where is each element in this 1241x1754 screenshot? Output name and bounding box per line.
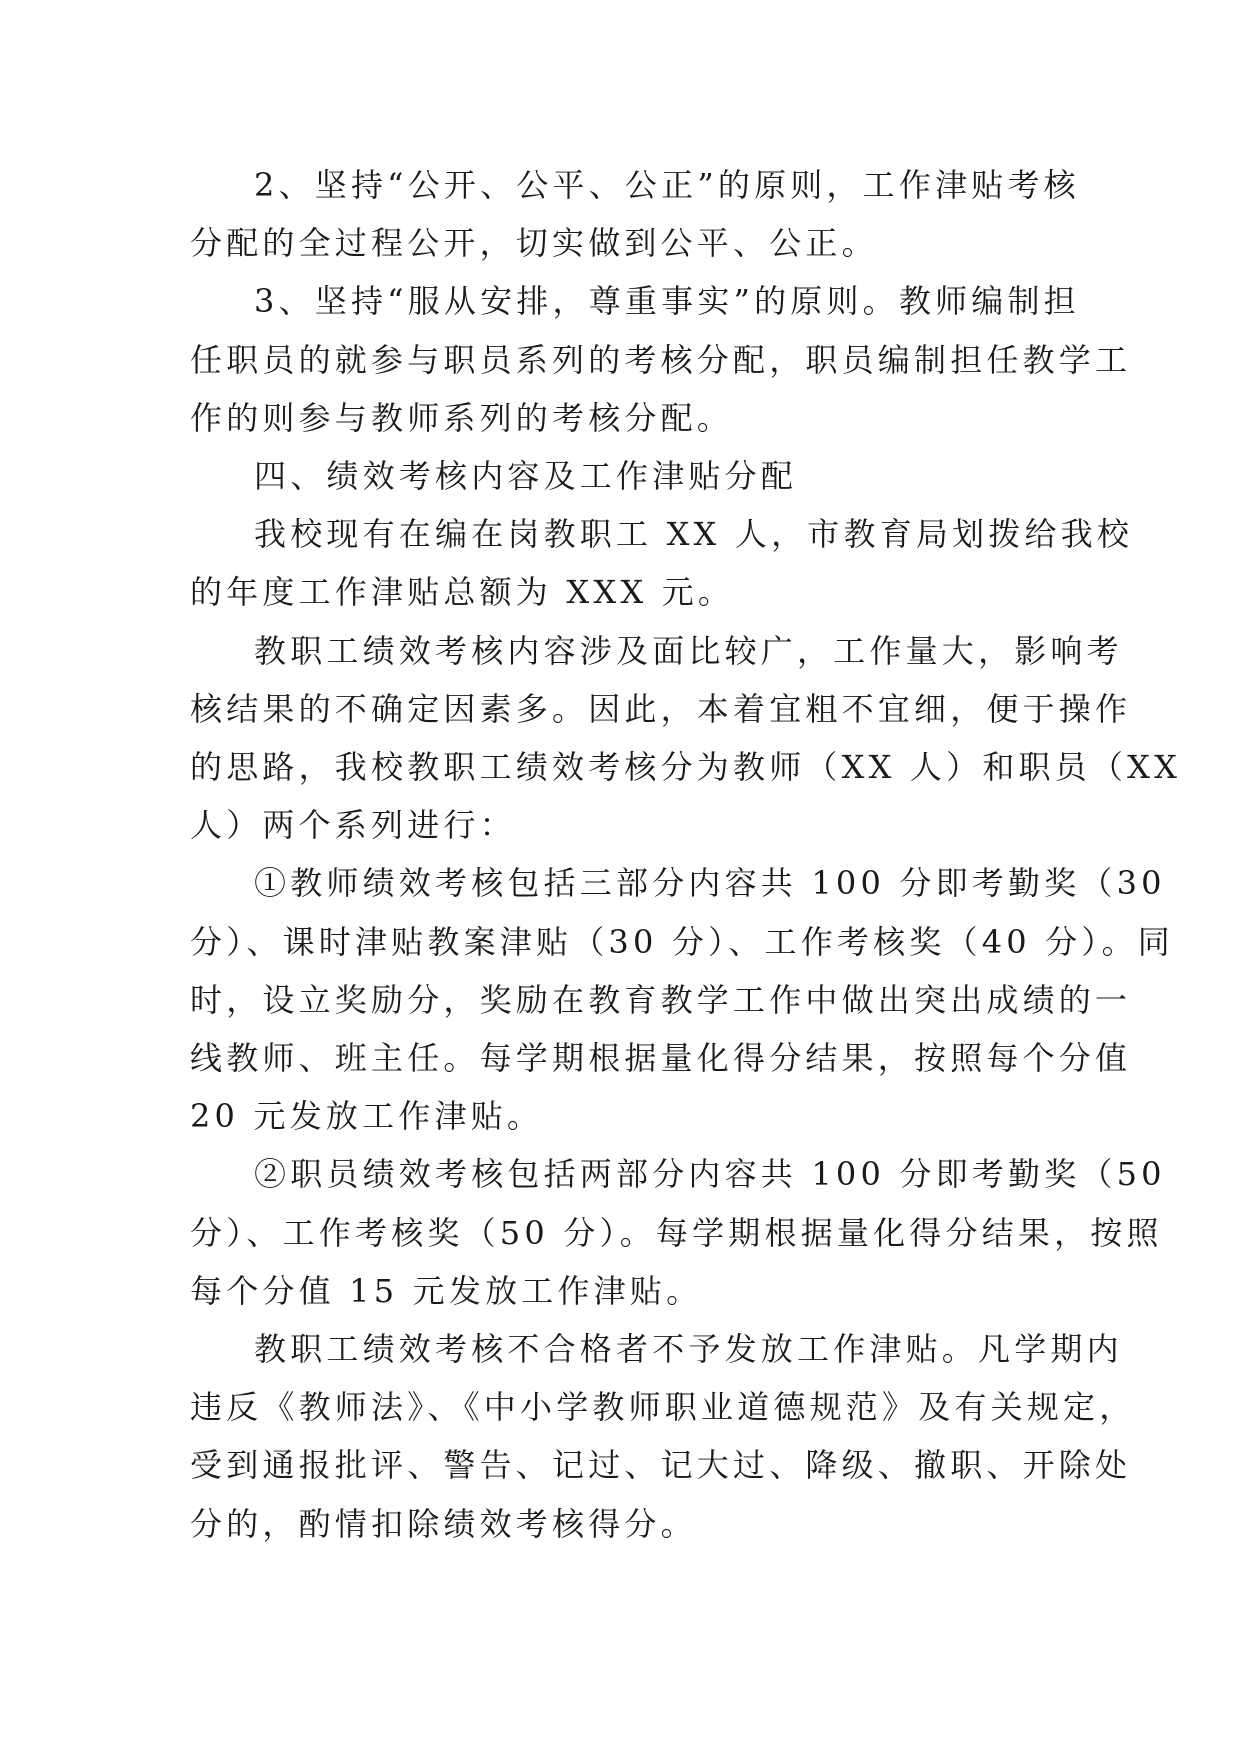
text-line: ①教师绩效考核包括三部分内容共 100 分即考勤奖（30	[254, 864, 1166, 902]
section-heading: 四、绩效考核内容及工作津贴分配	[254, 457, 798, 495]
text-line: 任职员的就参与职员系列的考核分配，职员编制担任教学工	[190, 341, 1132, 379]
text-line: 作的则参与教师系列的考核分配。	[190, 399, 734, 437]
text-line: 教职工绩效考核不合格者不予发放工作津贴。凡学期内	[254, 1330, 1123, 1368]
text-line: 受到通报批评、警告、记过、记大过、降级、撤职、开除处	[190, 1446, 1132, 1484]
text-line: 我校现有在编在岗教职工 XX 人，市教育局划拨给我校	[254, 515, 1134, 553]
text-line: 人）两个系列进行：	[190, 806, 516, 844]
text-line: 分）、课时津贴教案津贴（30 分）、工作考核奖（40 分）。同	[190, 923, 1174, 961]
text-line: 的年度工作津贴总额为 XXX 元。	[190, 573, 735, 611]
text-line: 核结果的不确定因素多。因此，本着宜粗不宜细，便于操作	[190, 690, 1132, 728]
text-line: 每个分值 15 元发放工作津贴。	[190, 1272, 703, 1310]
text-line: 的思路，我校教职工绩效考核分为教师（XX 人）和职员（XX	[190, 748, 1182, 786]
text-line: 分）、工作考核奖（50 分）。每学期根据量化得分结果，按照	[190, 1214, 1163, 1252]
text-line: 分的，酌情扣除绩效考核得分。	[190, 1505, 697, 1543]
text-line: 分配的全过程公开，切实做到公平、公正。	[190, 224, 878, 262]
text-line: 3、坚持“服从安排，尊重事实”的原则。教师编制担	[254, 282, 1080, 320]
text-line: 违反《教师法》、《中小学教师职业道德规范》及有关规定，	[190, 1388, 1136, 1426]
text-line: 20 元发放工作津贴。	[190, 1097, 544, 1135]
text-line: 线教师、班主任。每学期根据量化得分结果，按照每个分值	[190, 1039, 1132, 1077]
text-line: 教职工绩效考核内容涉及面比较广，工作量大，影响考	[254, 632, 1123, 670]
text-line: 2、坚持“公开、公平、公正”的原则，工作津贴考核	[254, 166, 1080, 204]
text-line: ②职员绩效考核包括两部分内容共 100 分即考勤奖（50	[254, 1155, 1166, 1193]
text-line: 时，设立奖励分，奖励在教育教学工作中做出突出成绩的一	[190, 981, 1132, 1019]
